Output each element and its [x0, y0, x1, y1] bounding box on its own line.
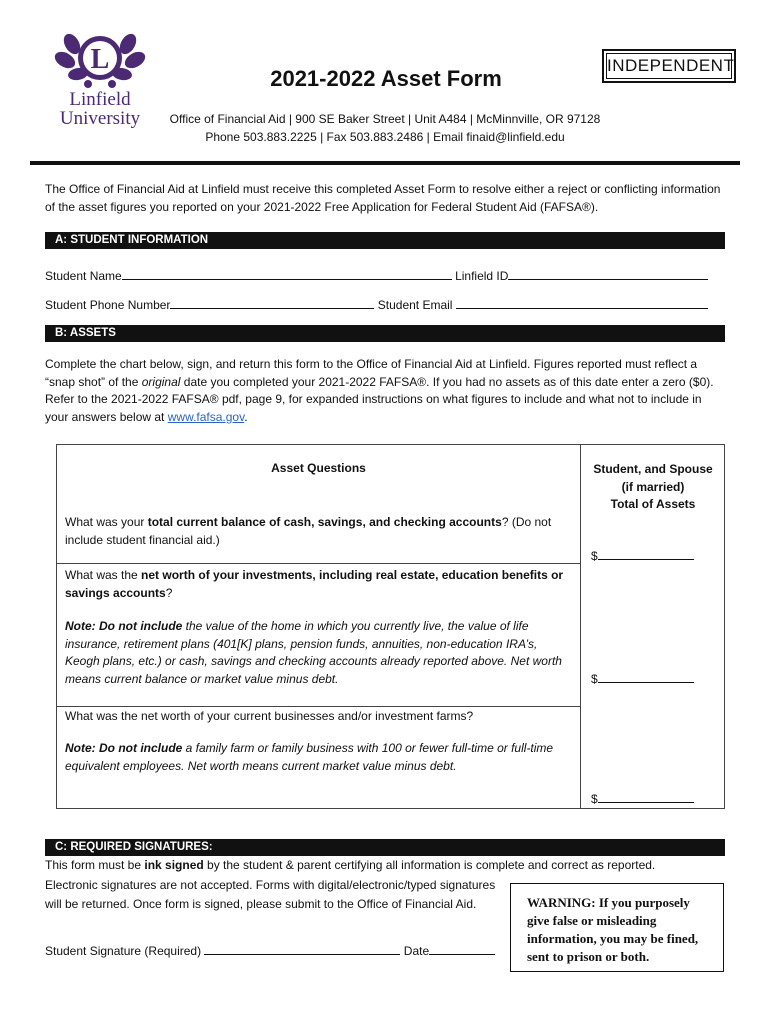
- businesses-field[interactable]: [598, 791, 694, 803]
- total-header-line2: (if married): [621, 479, 685, 494]
- q2-note-text: the value of the home in which you currently live, the value of life insurance, retirement plans (401[K] plans, pension funds, annuities, non-education IRA’s, Keogh plans, etc.) or cash, savings and checking accounts already reported above. Net worth means current balance or market value minus debt.: [65, 619, 562, 686]
- businesses-note: [65, 740, 570, 775]
- instructions-italic: original: [141, 374, 181, 389]
- oak-leaf-crest-icon: [50, 30, 150, 92]
- dollar-sign: $: [591, 549, 598, 563]
- dollar-sign: $: [591, 792, 598, 806]
- student-name-label: Student Name: [45, 269, 122, 283]
- total-assets-header: [581, 461, 725, 514]
- intro-paragraph: The Office of Financial Aid at Linfield must receive this completed Asset Form to resolve either a reject or conflicting information of the asset figures you reported on your 2021-2022 Free Application for Federal Student Aid (FAFSA®).: [45, 182, 721, 214]
- office-address: [150, 110, 620, 146]
- q2-note-label: Note: Do not include: [65, 619, 183, 633]
- date-label: Date: [403, 944, 430, 958]
- c-line1-pre: This form must be: [45, 858, 145, 872]
- linfield-id-label: Linfield ID: [455, 269, 509, 283]
- q3-note-text: a family farm or family business with 100 or fewer full-time or full-time equivalent employees. Net worth means current market value minus debt.: [65, 741, 554, 773]
- signature-label: Student Signature (Required): [45, 944, 202, 958]
- university-name-line1: Linfield: [69, 89, 131, 110]
- asset-table: [56, 444, 725, 809]
- instructions-part1: Complete the chart below, sign, and return this form to the Office of Financial Aid at Linfield. Figures reported must reflect a “snap shot” of the: [45, 357, 698, 389]
- email-field[interactable]: [456, 297, 708, 309]
- phone-field[interactable]: [170, 297, 374, 309]
- section-a-heading: A: STUDENT INFORMATION: [45, 232, 725, 249]
- email-label: Student Email: [377, 298, 453, 312]
- c-line1-bold: ink signed: [144, 858, 204, 872]
- phone-label: Student Phone Number: [45, 298, 171, 312]
- section-c-heading: C: REQUIRED SIGNATURES:: [45, 839, 725, 856]
- q3-note-label: Note: Do not include: [65, 741, 183, 755]
- answer-businesses[interactable]: [591, 791, 694, 806]
- instructions-part2: date you completed your 2021-2022 FAFSA®. If you had no assets as of this date enter a zero ($0). Refer to the 2021-2022 FAFSA® pdf, page 9, for expanded instructions on what figures to include and what not to include in your answers below at: [45, 374, 714, 424]
- q1-pre: What was your: [65, 515, 148, 529]
- date-field[interactable]: [429, 943, 495, 955]
- asset-questions-header: Asset Questions: [271, 461, 366, 475]
- address-line: Office of Financial Aid | 900 SE Baker Street | Unit A484 | McMinnville, OR 97128: [169, 112, 601, 126]
- badge-label: INDEPENDENT: [606, 53, 732, 79]
- fafsa-link[interactable]: www.fafsa.gov: [167, 409, 245, 424]
- contact-line: Phone 503.883.2225 | Fax 503.883.2486 | Email finaid@linfield.edu: [205, 130, 565, 144]
- question-cash-savings: [65, 514, 570, 549]
- independent-badge: [602, 49, 736, 83]
- c-line1-post: by the student & parent certifying all information is complete and correct as reported.: [203, 858, 656, 872]
- student-name-row: [45, 268, 725, 284]
- signature-requirement: [45, 857, 725, 875]
- row-divider: [57, 563, 580, 564]
- answer-investments[interactable]: [591, 671, 694, 686]
- section-b-heading: B: ASSETS: [45, 325, 725, 342]
- header-divider: [30, 161, 740, 165]
- total-header-line1: Student, and Spouse: [593, 462, 713, 476]
- cash-savings-field[interactable]: [598, 548, 694, 560]
- row-divider: [57, 706, 580, 707]
- question-businesses: What was the net worth of your current businesses and/or investment farms?: [65, 709, 474, 723]
- q2-pre: What was the: [65, 568, 142, 582]
- q1-post: ? (Do not include student financial aid.): [65, 515, 552, 547]
- signature-row: [45, 943, 505, 959]
- warning-box: WARNING: If you purposely give false or misleading information, you may be fined, sent to prison or both.: [510, 883, 724, 972]
- electronic-signature-note: Electronic signatures are not accepted. Forms with digital/electronic/typed signatures will be returned. Once form is signed, please submit to the Office of Financial Aid.: [45, 878, 496, 911]
- university-name-line2: University: [59, 108, 141, 129]
- university-name: [50, 90, 150, 128]
- dollar-sign: $: [591, 672, 598, 686]
- linfield-id-field[interactable]: [508, 268, 708, 280]
- student-contact-row: [45, 297, 725, 313]
- total-header-line3: Total of Assets: [610, 497, 696, 511]
- question-investments: [65, 567, 570, 602]
- investments-field[interactable]: [598, 671, 694, 683]
- signature-field[interactable]: [204, 943, 400, 955]
- q2-post: ?: [165, 585, 173, 600]
- svg-text:L: L: [90, 44, 110, 75]
- q2-bold: net worth of your investments, including real estate, education benefits or savings accounts: [65, 568, 564, 600]
- assets-instructions: [45, 356, 725, 426]
- q1-bold: total current balance of cash, savings, and checking accounts: [147, 515, 502, 529]
- form-title: 2021-2022 Asset Form: [270, 66, 502, 91]
- student-name-field[interactable]: [122, 268, 452, 280]
- answer-cash-savings[interactable]: [591, 548, 694, 563]
- instructions-end: .: [244, 409, 248, 424]
- investments-note: [65, 618, 570, 688]
